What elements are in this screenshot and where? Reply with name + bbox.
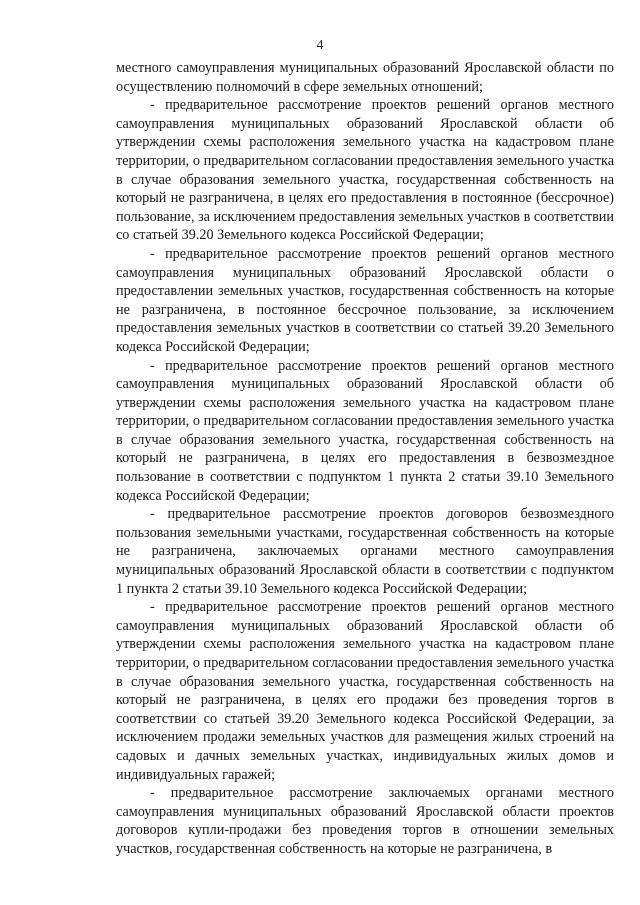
document-body	[116, 59, 614, 859]
page-number: 4	[316, 38, 324, 53]
paragraph-continuation: местного самоуправления муниципальных образований Ярославской области по осуществлению полномочий в сфере земельных отношений;	[116, 60, 614, 95]
list-item: - предварительное рассмотрение проектов решений органов местного самоуправления муниципальных образований Ярославской области об утверждении схемы расположения земельного участка на кадастровом плане территории, о предварительном согласовании предоставления земельного участка в случае образования земельного участка, государственная собственность на который не разграничена, в целях его предоставления в постоянное (бессрочное) пользование, за исключением предоставления земельных участков в соответствии со статьей 39.20 Земельного кодекса Российской Федерации;	[116, 97, 614, 244]
list-item: - предварительное рассмотрение проектов решений органов местного самоуправления муниципальных образований Ярославской области об утверждении схемы расположения земельного участка на кадастровом плане территории, о предварительном согласовании предоставления земельного участка в случае образования земельного участка, государственная собственность на который не разграничена, в целях его продажи без проведения торгов в соответствии со статьей 39.20 Земельного кодекса Российской Федерации, за исключением продажи земельных участков для размещения жилых строений на садовых и дачных земельных участках, индивидуальных жилых домов и индивидуальных гаражей;	[116, 599, 614, 783]
list-item: - предварительное рассмотрение проектов договоров безвозмездного пользования земельными участками, государственная собственность на которые не разграничена, заключаемых органами местного самоуправления муниципальных образований Ярославской области в соответствии с подпунктом 1 пункта 2 статьи 39.10 Земельного кодекса Российской Федерации;	[116, 506, 614, 597]
list-item: - предварительное рассмотрение заключаемых органами местного самоуправления муниципальных образований Ярославской области проектов договоров купли-продажи без проведения торгов в отношении земельных участков, государственная собственность на которые не разграничена, в	[116, 785, 614, 857]
list-item: - предварительное рассмотрение проектов решений органов местного самоуправления муниципальных образований Ярославской области об утверждении схемы расположения земельного участка на кадастровом плане территории, о предварительном согласовании предоставления земельного участка в случае образования земельного участка, государственная собственность на который не разграничена, в целях его предоставления в безвозмездное пользование в соответствии с подпунктом 1 пункта 2 статьи 39.10 Земельного кодекса Российской Федерации;	[116, 357, 614, 504]
list-item: - предварительное рассмотрение проектов решений органов местного самоуправления муниципальных образований Ярославской области о предоставлении земельных участков, государственная собственность на которые не разграничена, в постоянное бессрочное пользование, за исключением предоставления земельных участков в соответствии со статьей 39.20 Земельного кодекса Российской Федерации;	[116, 245, 614, 355]
